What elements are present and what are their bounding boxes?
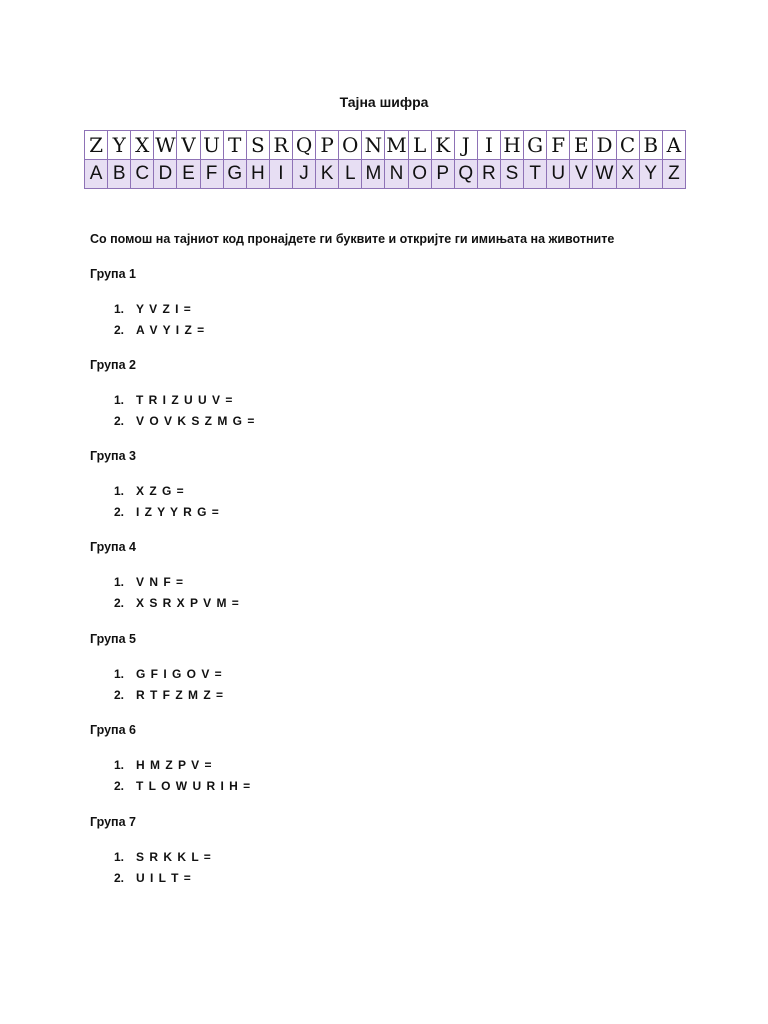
- cipher-bottom-cell: E: [177, 160, 200, 189]
- list-item: [114, 505, 220, 519]
- cipher-bottom-cell: Y: [639, 160, 662, 189]
- cipher-bottom-cell: C: [131, 160, 154, 189]
- cipher-top-cell: E: [570, 131, 593, 160]
- cipher-bottom-cell: A: [85, 160, 108, 189]
- cipher-top-cell: A: [662, 131, 685, 160]
- group-label: Група 3: [90, 449, 136, 463]
- cipher-top-cell: B: [639, 131, 662, 160]
- cipher-top-cell: U: [200, 131, 223, 160]
- cipher-bottom-cell: Z: [662, 160, 685, 189]
- cipher-row-bottom: [85, 160, 686, 189]
- cipher-top-cell: R: [269, 131, 292, 160]
- list-item-code: H M Z P V =: [136, 758, 213, 772]
- group-label: Група 4: [90, 540, 136, 554]
- cipher-bottom-cell: H: [246, 160, 269, 189]
- cipher-top-cell: Z: [85, 131, 108, 160]
- cipher-top-cell: H: [500, 131, 523, 160]
- cipher-bottom-cell: Q: [454, 160, 477, 189]
- list-item: [114, 323, 205, 337]
- cipher-bottom-cell: F: [200, 160, 223, 189]
- cipher-bottom-cell: O: [408, 160, 431, 189]
- list-item: [114, 850, 212, 864]
- cipher-table: [84, 130, 686, 189]
- cipher-top-cell: G: [524, 131, 547, 160]
- group-label: Група 1: [90, 267, 136, 281]
- list-item-code: R T F Z M Z =: [136, 688, 224, 702]
- list-item-number: 1.: [114, 575, 125, 589]
- cipher-bottom-cell: W: [593, 160, 616, 189]
- cipher-bottom-cell: L: [339, 160, 362, 189]
- list-item-number: 1.: [114, 393, 125, 407]
- cipher-top-cell: P: [316, 131, 339, 160]
- cipher-bottom-cell: U: [547, 160, 570, 189]
- cipher-bottom-cell: X: [616, 160, 639, 189]
- cipher-bottom-cell: T: [524, 160, 547, 189]
- list-item-code: V N F =: [136, 575, 185, 589]
- cipher-bottom-cell: V: [570, 160, 593, 189]
- group-label: Група 5: [90, 632, 136, 646]
- list-item-number: 2.: [114, 323, 125, 337]
- cipher-top-cell: O: [339, 131, 362, 160]
- list-item-code: A V Y I Z =: [136, 323, 206, 337]
- list-item: [114, 575, 184, 589]
- cipher-top-cell: X: [131, 131, 154, 160]
- cipher-row-top: [85, 131, 686, 160]
- page-title: Тајна шифра: [339, 94, 429, 110]
- list-item: [114, 484, 185, 498]
- cipher-top-cell: J: [454, 131, 477, 160]
- list-item-code: X S R X P V M =: [136, 596, 240, 610]
- cipher-bottom-cell: M: [362, 160, 385, 189]
- list-item: [114, 779, 251, 793]
- list-item-number: 2.: [114, 871, 125, 885]
- list-item: [114, 393, 233, 407]
- list-item: [114, 302, 192, 316]
- list-item-code: T L O W U R I H =: [136, 779, 252, 793]
- cipher-bottom-cell: N: [385, 160, 408, 189]
- cipher-top-cell: T: [223, 131, 246, 160]
- list-item-number: 1.: [114, 667, 125, 681]
- cipher-top-cell: F: [547, 131, 570, 160]
- cipher-bottom-cell: I: [269, 160, 292, 189]
- cipher-top-cell: D: [593, 131, 616, 160]
- group-label: Група 6: [90, 723, 136, 737]
- list-item-number: 2.: [114, 414, 125, 428]
- cipher-bottom-cell: B: [108, 160, 131, 189]
- list-item: [114, 688, 224, 702]
- list-item-code: S R K K L =: [136, 850, 212, 864]
- cipher-top-cell: Q: [292, 131, 315, 160]
- list-item: [114, 871, 192, 885]
- cipher-top-cell: K: [431, 131, 454, 160]
- list-item-number: 2.: [114, 596, 125, 610]
- cipher-top-cell: L: [408, 131, 431, 160]
- list-item-code: T R I Z U U V =: [136, 393, 234, 407]
- list-item-number: 2.: [114, 779, 125, 793]
- cipher-top-cell: S: [246, 131, 269, 160]
- cipher-bottom-cell: J: [292, 160, 315, 189]
- list-item-code: U I L T =: [136, 871, 192, 885]
- cipher-bottom-cell: P: [431, 160, 454, 189]
- cipher-top-cell: I: [477, 131, 500, 160]
- list-item-code: G F I G O V =: [136, 667, 223, 681]
- cipher-top-cell: C: [616, 131, 639, 160]
- cipher-top-cell: M: [385, 131, 408, 160]
- cipher-bottom-cell: G: [223, 160, 246, 189]
- list-item: [114, 414, 255, 428]
- list-item: [114, 758, 212, 772]
- group-label: Група 7: [90, 815, 136, 829]
- list-item-code: I Z Y Y R G =: [136, 505, 220, 519]
- list-item-number: 1.: [114, 484, 125, 498]
- instruction-text: Со помош на тајниот код пронајдете ги буквите и откријте ги имињата на животните: [90, 232, 615, 246]
- list-item-code: Y V Z I =: [136, 302, 192, 316]
- cipher-top-cell: V: [177, 131, 200, 160]
- cipher-bottom-cell: K: [316, 160, 339, 189]
- list-item-number: 1.: [114, 758, 125, 772]
- list-item: [114, 596, 240, 610]
- cipher-bottom-cell: S: [500, 160, 523, 189]
- group-label: Група 2: [90, 358, 136, 372]
- list-item-number: 2.: [114, 688, 125, 702]
- list-item: [114, 667, 223, 681]
- list-item-number: 1.: [114, 302, 125, 316]
- list-item-number: 1.: [114, 850, 125, 864]
- list-item-code: X Z G =: [136, 484, 185, 498]
- cipher-top-cell: W: [154, 131, 177, 160]
- cipher-bottom-cell: D: [154, 160, 177, 189]
- list-item-code: V O V K S Z M G =: [136, 414, 256, 428]
- cipher-top-cell: N: [362, 131, 385, 160]
- list-item-number: 2.: [114, 505, 125, 519]
- cipher-top-cell: Y: [108, 131, 131, 160]
- cipher-bottom-cell: R: [477, 160, 500, 189]
